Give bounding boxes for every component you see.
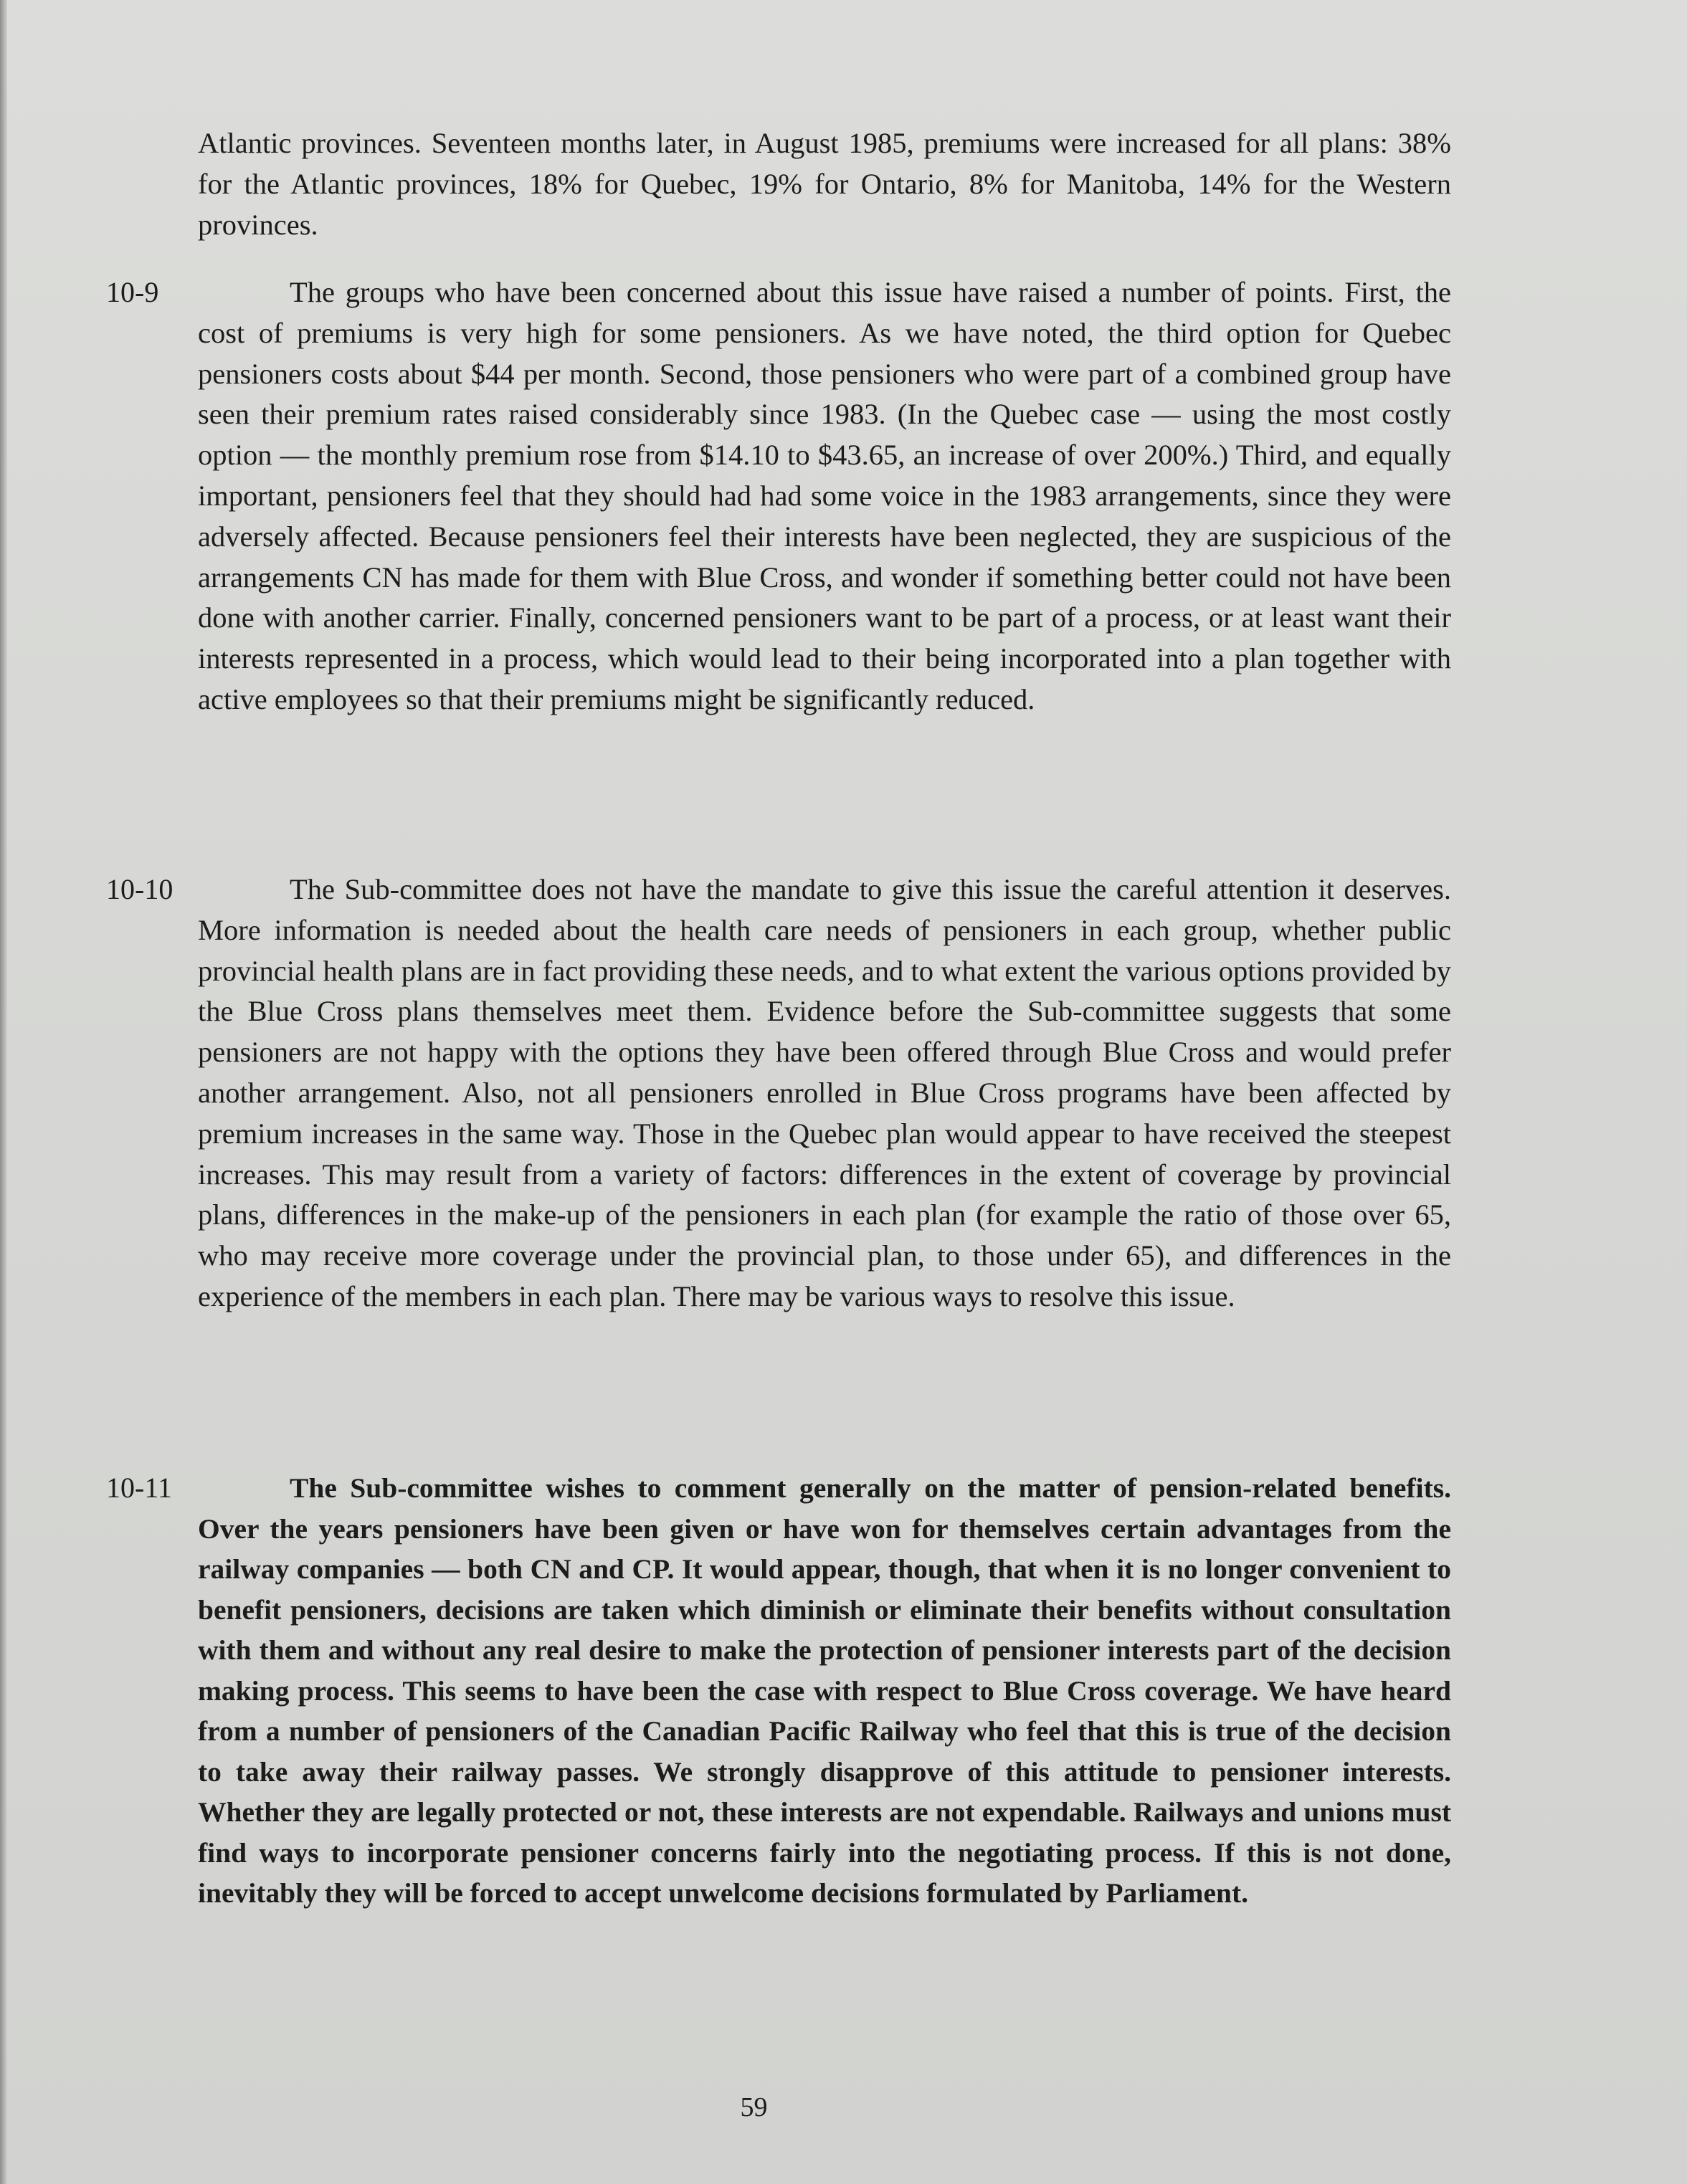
page-number: 59 (740, 2092, 768, 2122)
paragraph-text: The groups who have been concerned about this issue have raised a number of points. First, the cost of premiums is very high for some pensioners. As we have noted, the third option for Quebec pensioners costs about $44 per month. Second, those pensioners who were part of a combined group have seen their premium rates raised considerably since 1983. (In the Quebec case — using the most costly option — the monthly premium rose from $14.10 to $43.65, an increase of over 200%.) Third, and equally important, pensioners feel that they should had had some voice in the 1983 arrangements, since they were adversely affected. Because pensioners feel their interests have been neglected, they are suspicious of the arrangements CN has made for them with Blue Cross, and wonder if something better could not have been done with another carrier. Finally, concerned pensioners want to be part of a process, or at least want their interests represented in a process, which would lead to their being incorporated into a plan together with active employees so that their premiums might be significantly reduced. (198, 276, 1451, 715)
paragraph-number: 10-9 (106, 276, 159, 308)
paragraph-continuation (198, 123, 1451, 245)
paragraph-text: The Sub-committee does not have the mandate to give this issue the careful attention it deserves. More information is needed about the health care needs of pensioners in each group, whether public provincial health plans are in fact providing these needs, and to what extent the various options provided by the Blue Cross plans themselves meet them. Evidence before the Sub-committee suggests that some pensioners are not happy with the options they have been offered through Blue Cross and would prefer another arrangement. Also, not all pensioners enrolled in Blue Cross programs have been affected by premium increases in the same way. Those in the Quebec plan would appear to have received the steepest increases. This may result from a variety of factors: differences in the extent of coverage by provincial plans, differences in the make-up of the pensioners in each plan (for example the ratio of those over 65, who may receive more coverage under the provincial plan, to those under 65), and differences in the experience of the members in each plan. There may be various ways to resolve this issue. (198, 873, 1451, 1312)
paragraph-number: 10-11 (106, 1472, 172, 1504)
paragraph-text: Atlantic provinces. Seventeen months later, in August 1985, premiums were increased for all plans: 38% for the Atlantic provinces, 18% for Quebec, 19% for Ontario, 8% for Manitoba, 14% for the Western provinces. (198, 127, 1451, 241)
page-binding-edge (0, 0, 7, 2184)
paragraph-text: The Sub-committee wishes to comment generally on the matter of pension-related benefits. Over the years pensioners have been given or have won for themselves certain advantages from the railway companies — both CN and CP. It would appear, though, that when it is no longer convenient to benefit pensioners, decisions are taken which diminish or eliminate their benefits without consultation with them and without any real desire to make the protection of pensioner interests part of the decision making process. This seems to have been the case with respect to Blue Cross coverage. We have heard from a number of pensioners of the Canadian Pacific Railway who feel that this is true of the decision to take away their railway passes. We strongly disapprove of this attitude to pensioner interests. Whether they are legally protected or not, these interests are not expendable. Railways and unions must find ways to incorporate pensioner concerns fairly into the negotiating process. If this is not done, inevitably they will be forced to accept unwelcome decisions formulated by Parliament. (198, 1472, 1451, 1909)
paragraph-number: 10-10 (106, 873, 174, 905)
document-page (7, 0, 1687, 2184)
paragraph-10-9 (198, 272, 1451, 720)
paragraph-10-10 (198, 869, 1451, 1317)
paragraph-10-11 (198, 1468, 1451, 1914)
